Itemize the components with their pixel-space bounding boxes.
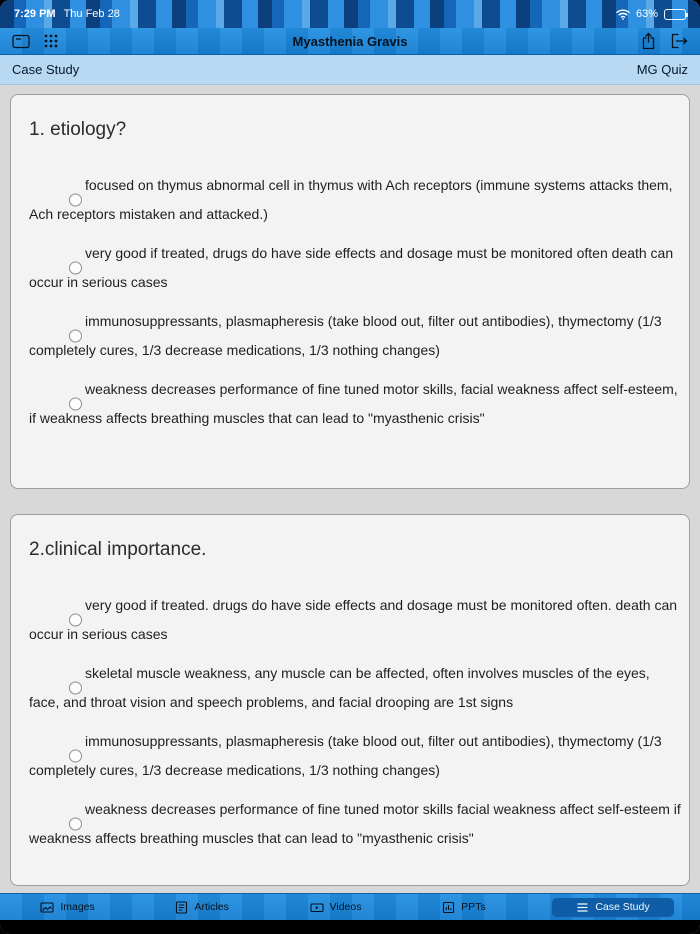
tab-articles[interactable]: [161, 898, 242, 917]
tab-label: Case Study: [595, 901, 650, 913]
radio-button[interactable]: [69, 614, 82, 627]
case-study-icon: [576, 901, 589, 914]
answer-text: immunosuppressants, plasmapheresis (take blood out, filter out antibodies), thymectomy (1/3 completely cures, 1/3 decrease medications, 1/3 nothing changes): [29, 313, 662, 358]
radio-button[interactable]: [69, 262, 82, 275]
answer-option[interactable]: [29, 727, 681, 785]
wifi-icon: [616, 9, 630, 20]
videos-icon: [310, 901, 324, 914]
articles-icon: [175, 901, 188, 914]
tab-case-study[interactable]: [552, 898, 673, 917]
answer-option[interactable]: [29, 171, 681, 229]
nav-left-group: [12, 34, 58, 49]
question-card-1: [10, 94, 690, 489]
answer-text: very good if treated. drugs do have side effects and dosage must be monitored often. death can occur in serious cases: [29, 597, 678, 642]
section-label: Case Study: [12, 62, 80, 77]
status-right: [616, 8, 686, 20]
radio-button[interactable]: [69, 818, 82, 831]
tab-label: Videos: [329, 901, 362, 913]
tab-label: Images: [60, 901, 95, 913]
answer-option[interactable]: [29, 795, 681, 853]
radio-button[interactable]: [69, 682, 82, 695]
tab-videos[interactable]: [296, 898, 376, 917]
battery-icon: [664, 9, 686, 20]
answer-option[interactable]: [29, 591, 681, 649]
mg-quiz-link[interactable]: MG Quiz: [636, 62, 688, 77]
status-bar: [0, 0, 700, 28]
images-icon: [40, 901, 54, 914]
tab-label: PPTs: [461, 901, 486, 913]
exit-icon[interactable]: [670, 33, 688, 49]
radio-button[interactable]: [69, 330, 82, 343]
question-card-2: [10, 514, 690, 886]
ppts-icon: [442, 901, 455, 914]
nav-right-group: [641, 32, 688, 50]
clock: 7:29 PM: [14, 8, 56, 20]
answer-option[interactable]: [29, 307, 681, 365]
reader-icon[interactable]: [12, 34, 30, 49]
question-title: 2.clinical importance.: [29, 539, 207, 560]
answer-text: very good if treated, drugs do have side effects and dosage must be monitored often death can occur in serious cases: [29, 245, 674, 290]
page-title: Myasthenia Gravis: [292, 33, 408, 49]
quiz-content: [0, 85, 700, 893]
sub-header: [0, 55, 700, 85]
answer-text: focused on thymus abnormal cell in thymus with Ach receptors (immune systems attacks them, Ach receptors mistaken and attacked.): [29, 177, 673, 222]
tab-images[interactable]: [26, 898, 108, 917]
answer-option[interactable]: [29, 375, 681, 433]
apps-grid-icon[interactable]: [44, 34, 58, 48]
question-title: 1. etiology?: [29, 119, 127, 140]
answer-text: skeletal muscle weakness, any muscle can be affected, often involves muscles of the eyes, face, and throat vision and speech problems, and facial drooping are 1st signs: [29, 665, 650, 710]
radio-button[interactable]: [69, 750, 82, 763]
answer-text: weakness decreases performance of fine tuned motor skills facial weakness affect self-esteem if weakness affects breathing muscles that can lead to "myasthenic crisis": [29, 801, 681, 846]
date: Thu Feb 28: [63, 8, 120, 20]
answer-text: weakness decreases performance of fine tuned motor skills, facial weakness affect self-esteem, if weakness affects breathing muscles that can lead to "myasthenic crisis": [29, 381, 678, 426]
home-indicator-area: [0, 920, 700, 934]
status-left: [14, 8, 120, 20]
radio-button[interactable]: [69, 398, 82, 411]
nav-bar: [0, 28, 700, 55]
answer-option[interactable]: [29, 659, 681, 717]
battery-percent: 63%: [635, 8, 658, 20]
tab-label: Articles: [194, 901, 229, 913]
answer-option[interactable]: [29, 239, 681, 297]
radio-button[interactable]: [69, 194, 82, 207]
answer-text: immunosuppressants, plasmapheresis (take blood out, filter out antibodies), thymectomy (1/3 completely cures, 1/3 decrease medications, 1/3 nothing changes): [29, 733, 662, 778]
tab-bar: [0, 893, 700, 920]
share-icon[interactable]: [641, 32, 656, 50]
tab-ppts[interactable]: [428, 898, 500, 917]
